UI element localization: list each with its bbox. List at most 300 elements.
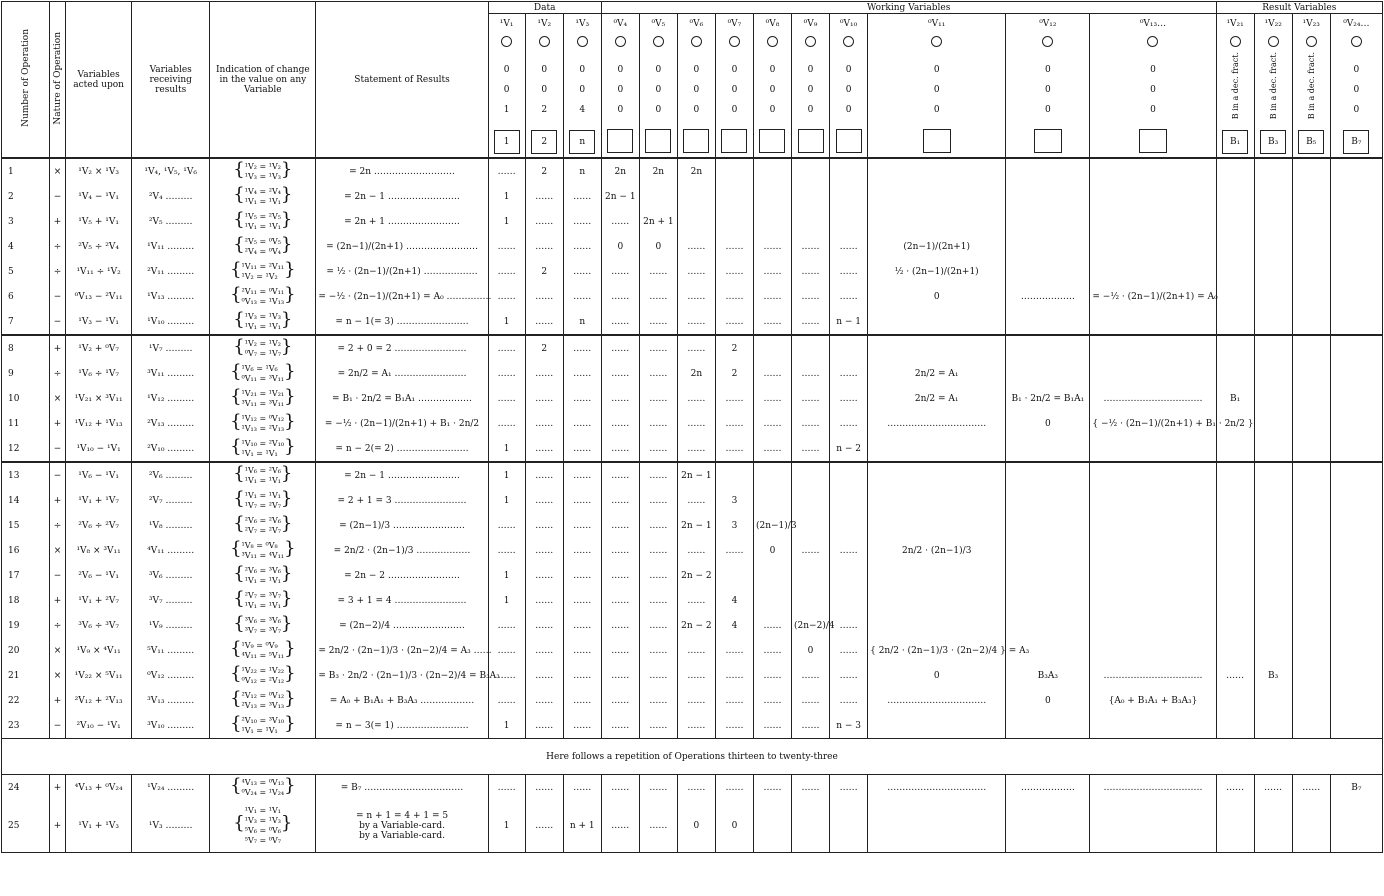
variable-value [753,563,791,588]
variable-value: B₃ [1254,663,1292,688]
left-brace-icon: { [230,410,242,432]
variable-value [1216,259,1254,284]
statement-of-results [316,158,488,184]
variable-value [792,563,830,588]
variable-value: …… [639,386,677,411]
variable-value: …… [792,411,830,436]
variable-value [1090,184,1216,209]
variable-value: …… [563,563,601,588]
variable-value: 2n + 1 [639,209,677,234]
variable-sign [563,33,601,52]
table-row [2,563,1383,588]
variable-value [1254,488,1292,513]
variable-card-box [721,129,747,153]
variable-initial-digit: 0 [1044,84,1051,95]
variable-value [1254,209,1292,234]
indication-lines [242,414,285,434]
variable-value [1330,563,1382,588]
variable-value: …… [715,638,753,663]
statement-of-results [316,663,500,688]
table-row [2,588,1383,613]
left-brace-icon: { [233,462,245,484]
variable-value: …… [792,538,830,563]
variable-sign [677,33,715,52]
variable-value [830,513,868,538]
header-acted [66,2,132,159]
variable-value: …… [677,588,715,613]
header-indication [210,2,316,159]
operation-nature: + [50,335,66,361]
variable-value [1254,184,1292,209]
right-brace-icon: } [284,360,296,382]
variable-card-box [607,129,633,153]
variable-value [830,209,868,234]
variable-initial-digit: 0 [933,84,940,95]
statement-line: = n − 1(= 3) …………………… [335,316,469,327]
statement-of-results [316,259,488,284]
indication-lines [242,716,285,736]
variable-name: ¹V₂₃ [1292,14,1330,34]
variable-initial [488,52,525,127]
variable-value: …… [601,335,639,361]
variables-acted: ¹V₄ − ¹V₁ [66,184,132,209]
variable-value [1006,259,1090,284]
variables-acted: ²V₅ ÷ ²V₄ [66,234,132,259]
variable-value: …… [563,209,601,234]
variables-acted: ¹V₅ + ¹V₁ [66,209,132,234]
variables-acted: ¹V₉ × ⁴V₁₁ [66,638,132,663]
operation-nature: + [50,209,66,234]
variable-card-box [1139,129,1167,153]
variable-value: …… [563,184,601,209]
variable-value: …… [525,800,563,853]
variables-acted: ¹V₂ × ¹V₃ [66,158,132,184]
variable-value [1330,184,1382,209]
variable-value [1254,563,1292,588]
variable-value [792,488,830,513]
indication-lines [242,778,285,798]
variable-value: …… [639,563,677,588]
variable-value: …… [488,259,525,284]
variable-value [1254,513,1292,538]
variable-value [1216,158,1254,184]
variable-value: …… [488,361,525,386]
table-row [2,688,1383,713]
variable-value: …… [563,335,601,361]
indication-line: ²V₁₀ = ³V₁₀ [241,716,285,726]
right-brace-icon: } [280,487,293,509]
variable-value [1216,284,1254,309]
indication-of-change [210,158,316,184]
indication-line: ¹V₆ = ²V₆ [244,466,281,476]
variables-receiving: ⁴V₁₁ ……… [132,538,210,563]
right-brace-icon: } [280,812,293,834]
variables-receiving: ³V₁₁ ……… [132,361,210,386]
variable-value [1216,462,1254,488]
statement-line: = B₇ …………………………… [340,782,464,793]
variable-card [1292,127,1330,158]
variable-initial-digit: 2 [541,104,548,115]
variable-value [1216,361,1254,386]
variable-value [1292,184,1330,209]
variable-value: …… [677,538,715,563]
variable-value: …… [525,538,563,563]
variable-card [1330,127,1382,158]
variables-receiving: ²V₁₀ ……… [132,436,210,462]
variable-value: …… [1292,775,1330,801]
indication-line: ⁰V₁₂ = ²V₁₂ [241,676,285,686]
variable-value: 1 [488,588,525,613]
variable-value [830,563,868,588]
variable-value [1330,800,1382,853]
indication-line: ¹V₁ = ¹V₁ [244,576,281,586]
circle-icon [729,36,740,47]
indication-lines [245,616,281,636]
variable-value: …… [677,234,715,259]
header-statement [316,2,488,159]
variable-value [1330,713,1382,739]
variable-value: …… [563,588,601,613]
variable-value [1330,462,1382,488]
indication-line: ¹V₉ = ⁰V₉ [241,641,278,651]
statement-of-results [316,563,488,588]
variable-value [1090,713,1216,739]
variable-value: 2n − 1 [601,184,639,209]
variable-value: 0 [753,538,791,563]
operation-number: 4 [2,234,50,259]
circle-icon [615,36,626,47]
variables-receiving: ⁰V₁₂ ……… [132,663,210,688]
operation-nature: ÷ [50,513,66,538]
variable-value [753,588,791,613]
variables-acted: ¹V₆ − ¹V₁ [66,462,132,488]
variable-value: …… [639,361,677,386]
variable-value [1090,259,1216,284]
variable-card [830,127,868,158]
statement-line: = 2n + 1 …………………… [344,216,460,227]
variable-value: …… [639,259,677,284]
variable-value: …… [488,234,525,259]
indication-of-change [210,386,316,411]
variable-value: …… [525,688,563,713]
variable-value: …… [639,513,677,538]
repeat-note: Here follows a repetition of Operations thirteen to twenty-three [2,739,1383,775]
variable-value [1330,588,1382,613]
statement-of-results [316,713,488,739]
variable-value [1216,588,1254,613]
variable-value: …………………………… [868,688,1006,713]
variable-name: ¹V₁ [488,14,525,34]
variable-value: …………………………… [868,775,1006,801]
variable-card-box: 2 [531,130,557,154]
variable-value [868,713,1006,739]
left-brace-icon: { [233,587,245,609]
variable-initial-digit: 0 [541,84,548,95]
variable-value [1330,335,1382,361]
variable-value: …………………………… [1090,663,1216,688]
operation-nature: × [50,386,66,411]
indication-of-change [210,411,316,436]
header-number [2,2,50,159]
variable-value: …… [601,386,639,411]
variable-card [601,127,639,158]
variable-value: 1 [488,462,525,488]
indication-line: ³V₆ = ³V₆ [244,616,281,626]
statement-of-results [316,209,488,234]
variable-value: …… [830,411,868,436]
variable-value [1090,436,1216,462]
variable-sign [868,33,1006,52]
variable-value: …… [488,688,525,713]
indication-line: ¹V₄ = ²V₄ [244,187,281,197]
variable-value: …… [488,663,525,688]
variable-value: n − 1 [830,309,868,335]
indication-line: ¹V₂ = ¹V₂ [241,272,278,282]
variable-value: …… [715,688,753,713]
operation-number: 10 [2,386,50,411]
variable-value: …… [563,663,601,688]
variable-value: …………………………… [1090,386,1216,411]
operation-number: 14 [2,488,50,513]
left-brace-icon: { [230,360,242,382]
variables-acted: ²V₆ − ¹V₁ [66,563,132,588]
operation-number: 5 [2,259,50,284]
operation-nature: × [50,663,66,688]
variable-card-box [798,129,824,153]
indication-of-change [210,259,316,284]
variable-value: …… [677,309,715,335]
variable-value: …… [601,538,639,563]
indication-of-change [210,688,316,713]
operation-number: 25 [2,800,50,853]
variable-value [715,563,753,588]
variables-acted: ¹V₆ ÷ ¹V₇ [66,361,132,386]
variable-value: (2n−1)/3 [753,513,791,538]
variable-value: 0 [1006,688,1090,713]
variable-value [753,462,791,488]
indication-line: ¹V₁ = ¹V₁ [244,491,281,501]
variable-value [830,335,868,361]
statement-line: = 2n − 2 …………………… [344,570,460,581]
variable-value [792,588,830,613]
indication-of-change [210,588,316,613]
left-brace-icon: { [230,283,242,305]
variable-sign [1006,33,1090,52]
indication-line: ¹V₁₃ = ²V₁₃ [241,424,285,434]
variable-value [1006,158,1090,184]
variable-initial [868,52,1006,127]
statement-line: = A₀ + B₁A₁ + B₃A₃ ……………… [329,695,475,706]
variable-value [868,209,1006,234]
statement-line: = 2n − 1 …………………… [344,191,460,202]
variable-value: 2 [715,361,753,386]
variable-value [1090,800,1216,853]
operation-number: 8 [2,335,50,361]
indication-line: ¹V₂₂ = ¹V₂₂ [241,666,285,676]
variable-value: …… [563,386,601,411]
variable-value [1292,713,1330,739]
variable-value: …… [677,411,715,436]
statement-line: = 2n − 1 …………………… [344,470,460,481]
indication-lines [245,162,281,182]
variable-name: ¹V₃ [563,14,601,34]
statement-line: = (2n−1)/(2n+1) …………………… [326,241,478,252]
header-receiving [132,2,210,159]
operation-nature: − [50,284,66,309]
indication-line: ⁴V₁₁ = ⁵V₁₁ [241,651,285,661]
variable-value [830,158,868,184]
variable-value [1216,713,1254,739]
variable-sign [753,33,791,52]
variable-value [1006,538,1090,563]
operation-nature: + [50,411,66,436]
indication-line: ⁵V₆ = ⁰V₆ [244,826,281,836]
variable-name: ⁰V₂₄… [1330,14,1382,34]
variable-initial [1216,52,1254,127]
variables-acted: ²V₁₂ + ²V₁₃ [66,688,132,713]
indication-of-change [210,488,316,513]
variables-receiving: ¹V₁₃ ……… [132,284,210,309]
indication-line: ¹V₁ = ¹V₁ [241,726,278,736]
variable-value [1292,335,1330,361]
variable-value: …… [563,488,601,513]
table-row [2,538,1383,563]
variable-value [715,209,753,234]
header-nature-label: Nature of Operation [52,31,63,125]
variable-value [1254,436,1292,462]
variable-value [1090,309,1216,335]
variable-card [1254,127,1292,158]
indication-line: ¹V₆ = ¹V₆ [241,364,278,374]
variables-acted: ⁰V₁₃ − ²V₁₁ [66,284,132,309]
operation-nature: − [50,713,66,739]
variable-value: …… [639,613,677,638]
variable-initial-digit: 4 [579,104,586,115]
operation-number: 9 [2,361,50,386]
variable-value: …… [753,613,791,638]
variable-value: { −½ · (2n−1)/(2n+1) + B₁ · 2n/2 } [1090,411,1216,436]
statement-of-results [316,234,488,259]
right-brace-icon: } [284,385,296,407]
indication-line: ²V₁₃ = ³V₁₃ [241,701,285,711]
right-brace-icon: } [280,308,293,330]
variable-value [1292,361,1330,386]
variable-value: …… [830,284,868,309]
variables-receiving: ³V₁₃ ……… [132,688,210,713]
variable-sign [1090,33,1216,52]
operation-number: 22 [2,688,50,713]
operation-nature: × [50,158,66,184]
variable-value: n + 1 [563,800,601,853]
indication-line: ²V₇ = ³V₇ [244,591,281,601]
indication-lines [245,187,281,207]
variable-value: …… [830,386,868,411]
variable-value: …… [639,436,677,462]
operation-number: 11 [2,411,50,436]
variable-value [1330,488,1382,513]
variable-value [1216,563,1254,588]
variable-initial-digit: 1 [503,104,510,115]
statement-of-results [316,613,488,638]
variable-value [753,488,791,513]
header-number-label: Number of Operation [20,29,31,128]
variables-receiving: ¹V₇ ……… [132,335,210,361]
operation-nature: × [50,538,66,563]
variable-value: 1 [488,800,525,853]
variable-value: ……………… [1006,775,1090,801]
variable-card-box [759,129,785,153]
variable-value [868,513,1006,538]
variable-value [1216,234,1254,259]
variable-value [1254,411,1292,436]
statement-of-results [316,538,488,563]
statement-line: = n + 1 = 4 + 1 = 5 [355,811,449,822]
statement-of-results [316,386,488,411]
variable-value: …… [563,361,601,386]
variable-value: 0 [677,800,715,853]
variable-value: 2n/2 = A₁ [868,361,1006,386]
variable-value: ……………… [1006,284,1090,309]
variable-initial-digit: 0 [769,84,776,95]
statement-of-results [316,462,488,488]
variable-value: = −½ · (2n−1)/(2n+1) = A₀ [1090,284,1216,309]
statement-of-results [316,309,488,335]
operation-nature: − [50,309,66,335]
indication-lines [242,641,285,661]
variable-initial-digit: 0 [1044,104,1051,115]
indication-lines [245,466,281,486]
variables-acted: ¹V₂₂ × ⁵V₁₁ [66,663,132,688]
variable-value: …… [525,563,563,588]
indication-line: ¹V₇ = ²V₇ [244,501,281,511]
statement-line: by a Variable-card. [359,831,445,842]
right-brace-icon: } [280,512,293,534]
variable-initial [639,52,677,127]
variable-name: ⁰V₉ [792,14,830,34]
variable-value: …… [601,309,639,335]
variable-value [1254,158,1292,184]
indication-lines [245,591,281,611]
variables-acted: ¹V₂₁ × ³V₁₁ [66,386,132,411]
indication-line: ⁰V₂₄ = ¹V₂₄ [241,788,285,798]
variable-value: …… [639,713,677,739]
operation-nature: + [50,488,66,513]
variable-value: …… [563,462,601,488]
variable-value: 4 [715,613,753,638]
variable-value: {A₀ + B₁A₁ + B₃A₃} [1090,688,1216,713]
variable-value: 2 [525,158,563,184]
variable-value: …… [601,513,639,538]
indication-line: ¹V₁ = ¹V₁ [244,222,281,232]
statement-line: = 2n/2 · (2n−1)/3 ……………… [333,545,471,556]
indication-of-change [210,234,316,259]
variable-value: …… [488,538,525,563]
variable-card [1090,127,1216,158]
variable-value [1292,800,1330,853]
variable-value: …… [563,775,601,801]
variable-card [677,127,715,158]
variable-value [830,462,868,488]
variable-card-box [836,129,862,153]
variable-value: 0 [868,284,1006,309]
indication-of-change [210,309,316,335]
statement-line: = (2n−2)/4 …………………… [339,620,465,631]
variable-value: …… [715,663,753,688]
variable-value: …… [715,713,753,739]
variable-value: 1 [488,309,525,335]
operation-number: 18 [2,588,50,613]
variables-acted: ¹V₁ + ¹V₃ [66,800,132,853]
